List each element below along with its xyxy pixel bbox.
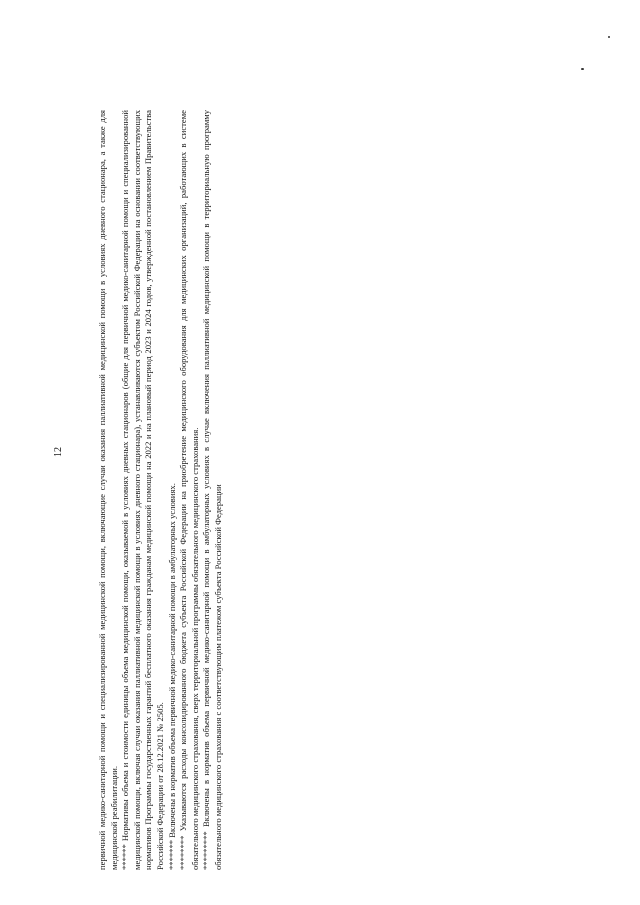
scan-speck (581, 68, 584, 70)
page-number: 12 (53, 447, 64, 457)
footnote-9: ********* Включены в норматив объема первичной медико-санитарной помощи в амбулаторных условиях в случае включения паллиативной медицинской помощи в территориальную программу обязательного медицинского страхования с соответствующим платежом субъекта Российской Федерации (201, 110, 223, 870)
scan-speck (608, 36, 610, 38)
footnote-6: ****** Нормативы объема и стоимости единицы объема медицинской помощи, оказываемой в условиях дневных стационаров (общие для первичной медико-санитарной помощи и специализированной медицинской помощи, включая случаи оказания паллиативной медицинской помощи в условиях дневного стационара), устанавливаются субъектом Российской Федерации на основании соответствующих нормативов Программы государственных гарантий бесплатного оказания гражданам медицинской помощи на 2022 и на плановый период 2023 и 2024 годов, утвержденной постановлением Правительства Российской Федерации от 28.12.2021 № 2505. (120, 110, 165, 870)
footnote-8: ******** Указываются расходы консолидированного бюджета субъекта Российской Федерации на приобретение медицинского оборудования для медицинских организаций, работающих в системе обязательного медицинского страхования, сверх территориальной программы обязательного медицинского страхования. (178, 110, 200, 870)
footnote-7: ******* Включены в норматив объема первичной медико-санитарной помощи в амбулаторных условиях. (166, 483, 177, 870)
footnote-continuation: первичной медико-санитарной помощи и специализированной медицинской помощи, включающие случаи оказания паллиативной медицинской помощи в условиях дневного стационара, а также для медицинской реабилитации. (97, 110, 119, 870)
footnotes-block (97, 110, 225, 870)
